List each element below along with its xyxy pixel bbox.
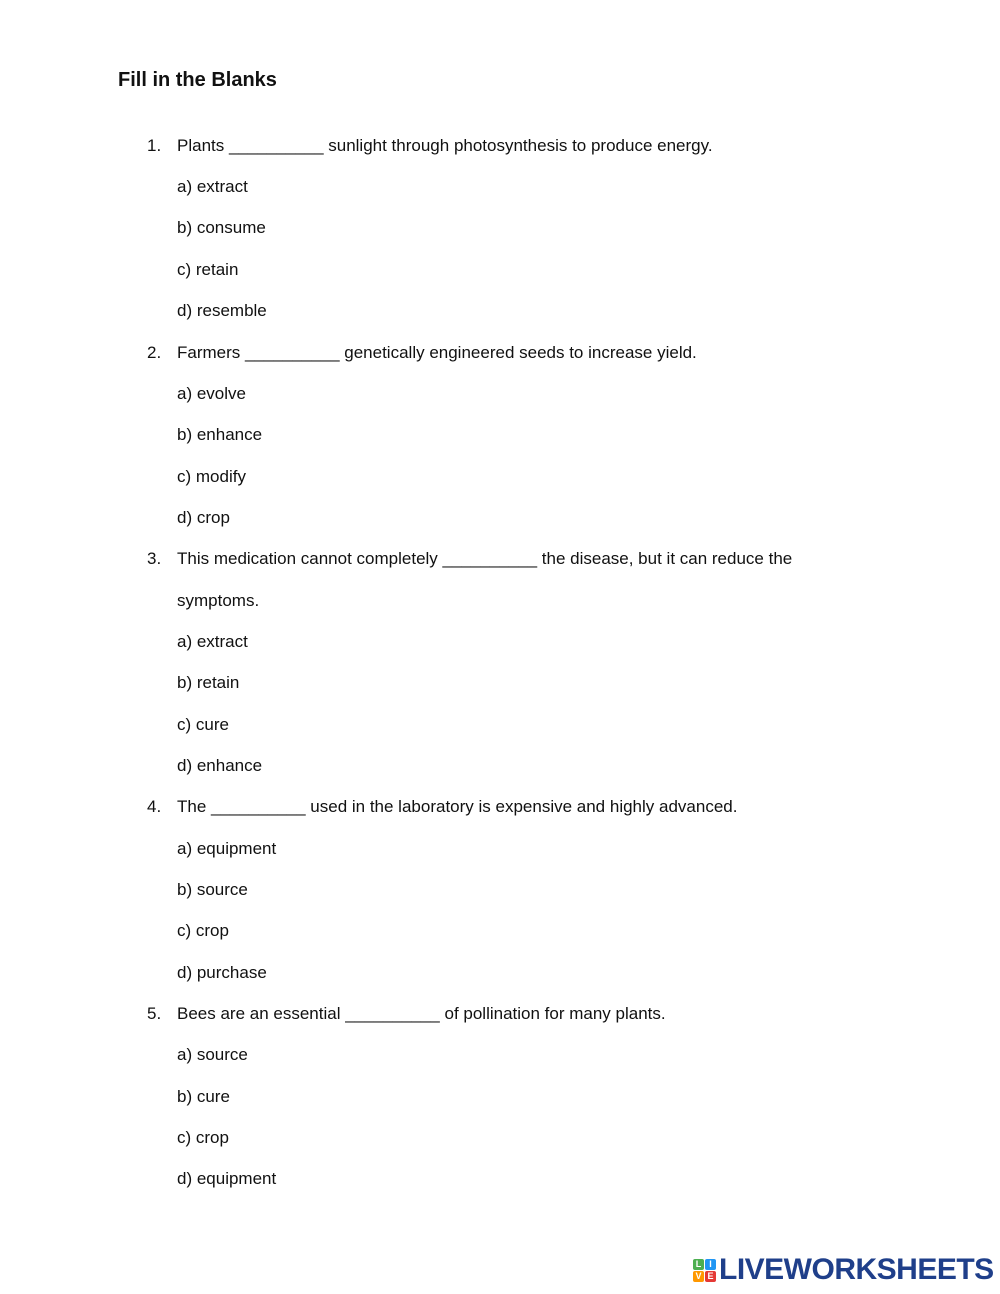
question-number: 2. (147, 343, 162, 362)
question-number: 3. (147, 549, 162, 568)
option-item: c) crop (177, 921, 229, 940)
question-number: 4. (147, 797, 162, 816)
option-item: d) equipment (177, 1169, 277, 1188)
option-item: b) source (177, 880, 248, 899)
option-item: a) source (177, 1045, 248, 1064)
option-item: b) retain (177, 673, 240, 692)
option-item: c) modify (177, 467, 246, 486)
option-item: c) retain (177, 260, 239, 279)
question-text: Farmers __________ genetically engineered seeds to increase yield. (177, 343, 697, 362)
option-item: c) cure (177, 715, 229, 734)
logo-mark-letter: I (705, 1259, 716, 1270)
question-text: Bees are an essential __________ of pollination for many plants. (177, 1004, 666, 1023)
question-text: Plants __________ sunlight through photosynthesis to produce energy. (177, 136, 713, 155)
option-item: a) extract (177, 177, 248, 196)
question-text: This medication cannot completely __________ the disease, but it can reduce the (177, 549, 793, 568)
logo-wordmark: LIVEWORKSHEETS (719, 1253, 994, 1286)
logo-mark-letter: L (693, 1259, 704, 1270)
option-item: c) crop (177, 1128, 229, 1147)
logo-mark-icon (693, 1259, 716, 1282)
option-item: b) consume (177, 218, 266, 237)
option-item: a) evolve (177, 384, 246, 403)
option-item: a) equipment (177, 839, 277, 858)
liveworksheets-logo (693, 1254, 994, 1286)
logo-mark-letter: V (693, 1271, 704, 1282)
option-item: b) cure (177, 1087, 230, 1106)
option-item: a) extract (177, 632, 248, 651)
question-number: 1. (147, 136, 162, 155)
logo-mark-letter: E (705, 1271, 716, 1282)
question-number: 5. (147, 1004, 162, 1023)
question-text: The __________ used in the laboratory is expensive and highly advanced. (177, 797, 738, 816)
page-title: Fill in the Blanks (118, 69, 277, 91)
question-text-continued: symptoms. (177, 591, 260, 610)
option-item: d) resemble (177, 301, 267, 320)
option-item: d) purchase (177, 963, 267, 982)
option-item: b) enhance (177, 425, 263, 444)
option-item: d) crop (177, 508, 230, 527)
option-item: d) enhance (177, 756, 263, 775)
